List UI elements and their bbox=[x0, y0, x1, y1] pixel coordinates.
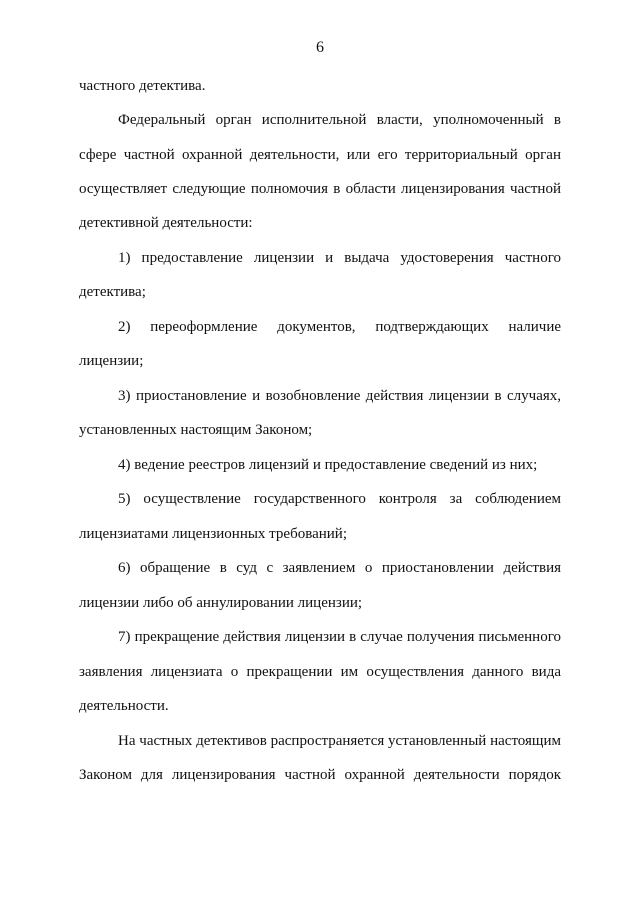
text-line: сфере частной охранной деятельности, или его территориальный орган bbox=[79, 147, 561, 163]
list-item-5-cont: лицензиатами лицензионных требований; bbox=[79, 526, 347, 542]
list-item-6-cont: лицензии либо об аннулировании лицензии; bbox=[79, 595, 363, 611]
list-item-7: 7) прекращение действия лицензии в случае получения письменного bbox=[118, 629, 561, 645]
text-line: осуществляет следующие полномочия в области лицензирования частной bbox=[79, 181, 561, 197]
page-number: 6 bbox=[316, 39, 324, 56]
list-item-5: 5) осуществление государственного контроля за соблюдением bbox=[118, 491, 561, 507]
list-item-2: 2) переоформление документов, подтверждающих наличие bbox=[118, 319, 561, 335]
text-line: Законом для лицензирования частной охранной деятельности порядок bbox=[79, 767, 561, 783]
list-item-1: 1) предоставление лицензии и выдача удостоверения частного bbox=[118, 250, 561, 266]
list-item-2-cont: лицензии; bbox=[79, 353, 144, 369]
list-item-3-cont: установленных настоящим Законом; bbox=[79, 422, 313, 438]
list-item-4: 4) ведение реестров лицензий и предоставление сведений из них; bbox=[118, 457, 538, 473]
list-item-3: 3) приостановление и возобновление действия лицензии в случаях, bbox=[118, 388, 561, 404]
text-line-paragraph-start: На частных детективов распространяется установленный настоящим bbox=[118, 733, 561, 749]
list-item-6: 6) обращение в суд с заявлением о приостановлении действия bbox=[118, 560, 561, 576]
list-item-7-cont: заявления лицензиата о прекращении им осуществления данного вида bbox=[79, 664, 561, 680]
list-item-7-cont: деятельности. bbox=[79, 698, 169, 714]
text-line-paragraph-start: Федеральный орган исполнительной власти, уполномоченный в bbox=[118, 112, 561, 128]
text-line: детективной деятельности: bbox=[79, 215, 253, 231]
list-item-1-cont: детектива; bbox=[79, 284, 146, 300]
text-line-continuation: частного детектива. bbox=[79, 78, 206, 94]
